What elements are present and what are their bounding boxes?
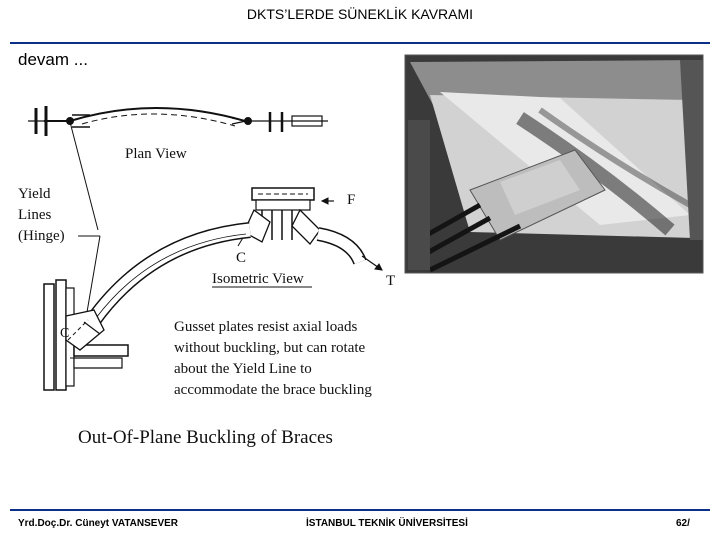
force-t-label: T xyxy=(386,273,396,289)
plan-view xyxy=(28,106,328,136)
gusset-note-line-2: without buckling, but can rotate xyxy=(174,340,366,356)
diagram-caption: Out-Of-Plane Buckling of Braces xyxy=(78,427,333,448)
page-title: DKTS’LERDE SÜNEKLİK KAVRAMI xyxy=(246,6,474,22)
page-number: 62/ xyxy=(676,518,690,529)
left-c-label: C xyxy=(60,326,70,341)
footer-author: Yrd.Doç.Dr. Cüneyt VATANSEVER xyxy=(18,518,179,529)
iso-c-label: C xyxy=(236,250,247,266)
yield-lines-label-1: Yield xyxy=(18,186,51,202)
yield-lines-label-2: Lines xyxy=(18,207,52,223)
gusset-note-line-3: about the Yield Line to xyxy=(174,361,312,377)
plan-view-label: Plan View xyxy=(125,146,187,162)
subtitle: devam ... xyxy=(18,50,88,69)
gusset-note-line-1: Gusset plates resist axial loads xyxy=(174,319,358,335)
force-f-label: F xyxy=(347,192,356,208)
test-photo xyxy=(405,55,703,273)
yield-lines-label-3: (Hinge) xyxy=(18,228,65,244)
gusset-note-line-4: accommodate the brace buckling xyxy=(174,382,372,398)
isometric-view-label: Isometric View xyxy=(212,271,304,287)
footer-university: İSTANBUL TEKNİK ÜNİVERSİTESİ xyxy=(306,518,468,529)
isometric-view xyxy=(238,188,382,270)
footer-rule xyxy=(10,509,710,511)
